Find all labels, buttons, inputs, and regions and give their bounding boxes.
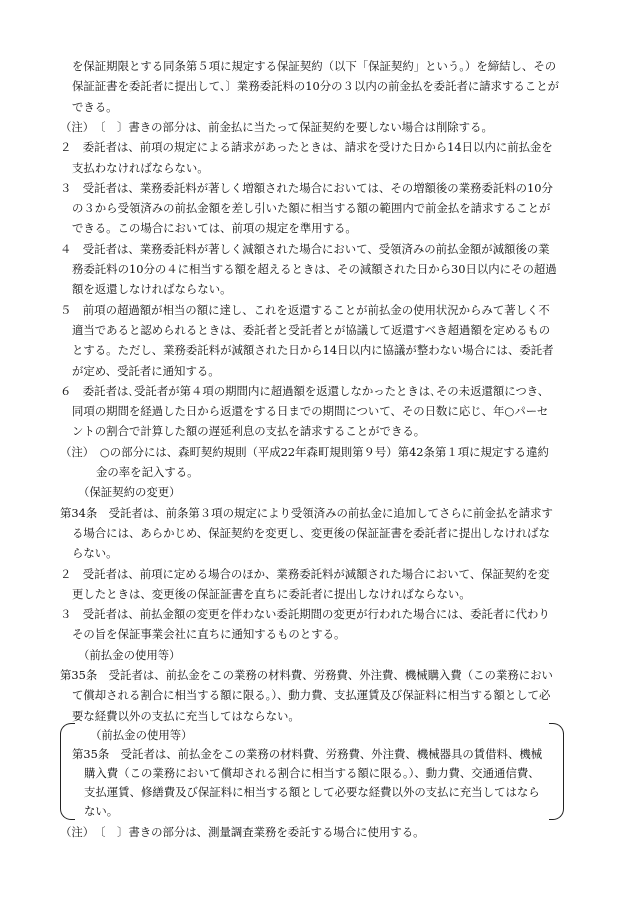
bracket-text-line: （前払金の使用等） [90, 728, 193, 742]
text-line: る場合には、あらかじめ、保証契約を変更し、変更後の保証証書を委託者に提出しなければな [72, 525, 550, 540]
text-line: ５ 前項の超過額が相当の額に達し、これを返還することが前払金の使用状況からみて著しく不 [60, 302, 550, 317]
text-line: を保証期限とする同条第５項に規定する保証契約（以下「保証契約」という。）を締結し、その [72, 59, 557, 73]
text-line: 保証証書を委託者に提出して、〕業務委託料の10分の３以内の前金払を委託者に請求することが [72, 79, 559, 94]
text-line: らない。 [72, 546, 118, 561]
text-line: て償却される割合に相当する額に限る。）、動力費、支払運賃及び保証料に相当する額として必 [72, 688, 551, 703]
text-line: 適当であると認められるときは、委託者と受託者とが協議して返還すべき超過額を定めるもの [72, 322, 551, 337]
text-line: 務委託料の10分の４に相当する額を超えるときは、その減額された日から30日以内にその超過 [72, 262, 557, 276]
text-line: ３ 受託者は、業務委託料が著しく増額された場合においては、その増額後の業務委託料の10分 [60, 180, 553, 195]
bracket-side [555, 733, 564, 809]
text-line: 支払わなければならない。 [72, 160, 209, 175]
bracket-text-line: 支払運賃、修繕費及び保証料に相当する額として必要な経費以外の支払に充当してはなら [84, 785, 540, 799]
text-line: 更したときは、変更後の保証証書を直ちに委託者に提出しなければならない。 [72, 586, 471, 601]
text-line: 第35条 受託者は、前払金をこの業務の材料費、労務費、外注費、機械購入費（この業務におい [60, 668, 553, 682]
text-line: 第34条 受託者は、前条第３項の規定により受領済みの前払金に追加してさらに前金払を請求す [60, 505, 553, 520]
text-line: 額を返還しなければならない。 [72, 282, 232, 297]
text-line: できる。 [72, 99, 118, 114]
bracket-text-line: ない。 [84, 804, 119, 818]
bracket-text-line: 購入費（この業務において償却される割合に相当する額に限る。）、動力費、交通通信費、 [84, 766, 540, 780]
bracket-corner [549, 809, 564, 820]
text-line: 要な経費以外の支払に充当してはならない。 [72, 708, 300, 723]
bracket-corner [60, 809, 75, 820]
text-line: ３ 受託者は、前払金額の変更を伴わない委託期間の変更が行われた場合には、委託者に代わり [60, 607, 550, 622]
text-line: ２ 受託者は、前項に定める場合のほか、業務委託料が減額された場合において、保証契約を変 [60, 566, 550, 581]
text-line: ２ 委託者は、前項の規定による請求があったときは、請求を受けた日から14日以内に前払金を [60, 140, 553, 155]
text-line: できる。この場合においては、前項の規定を準用する。 [72, 221, 357, 236]
text-line: ントの割合で計算した額の遅延利息の支払を請求することができる。 [72, 424, 426, 439]
text-line: （保証契約の変更） [78, 485, 181, 500]
footer-note: （注） 〔 〕書きの部分は、測量調査業務を委託する場合に使用する。 [60, 825, 425, 839]
text-line: 金の率を記入する。 [96, 465, 199, 479]
text-line: の３から受領済みの前払金額を差し引いた額に相当する額の範囲内で前金払を請求することが [72, 201, 551, 216]
text-line: （注） ○の部分には、森町契約規則（平成22年森町規則第９号）第42条第１項に規定する違約 [60, 444, 549, 459]
text-line: （注） 〔 〕書きの部分は、前金払に当たって保証契約を要しない場合は削除する。 [60, 119, 493, 134]
text-line: ４ 受託者は、業務委託料が著しく減額された場合において、受領済みの前払金額が減額後の業 [60, 241, 550, 256]
text-line: が定め、受託者に通知する。 [72, 363, 220, 378]
text-line: 同項の期間を経過した日から返還をする日までの期間について、その日数に応じ、年○パーセ [72, 404, 549, 419]
text-line: その旨を保証事業会社に直ちに通知するものとする。 [72, 627, 346, 642]
text-line: ６ 委託者は､受託者が第４項の期間内に超過額を返還しなかったときは､その未返還額につき、 [60, 383, 550, 398]
text-line: とする。ただし、業務委託料が減額された日から14日以内に協議が整わない場合には、委託者 [72, 343, 554, 358]
bracket-side [60, 733, 69, 809]
text-line: （前払金の使用等） [78, 647, 181, 662]
bracket-text-line: 第35条 受託者は、前払金をこの業務の材料費、労務費、外注費、機械器具の賃借料、機械 [72, 747, 543, 761]
